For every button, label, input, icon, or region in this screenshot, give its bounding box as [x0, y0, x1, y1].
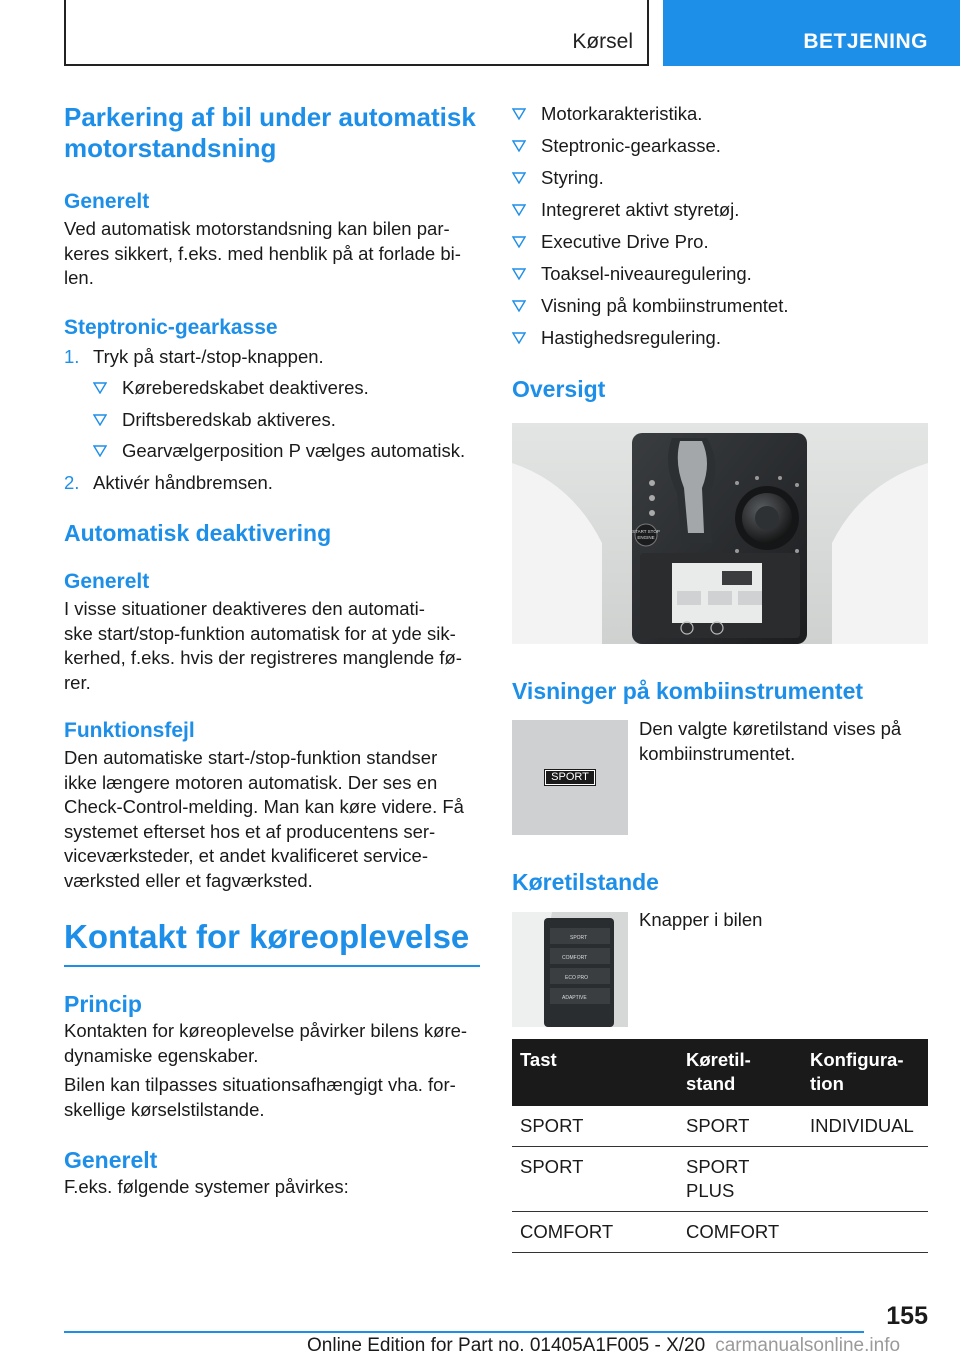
- triangle-bullet-icon: [93, 414, 107, 426]
- drive-mode-buttons-illustration: [512, 912, 628, 1027]
- triangle-bullet-icon: [93, 382, 107, 394]
- system-item: [512, 166, 928, 191]
- table-row: [512, 1212, 928, 1253]
- header-chapter-box: [663, 0, 960, 66]
- triangle-bullet-icon: [512, 140, 526, 152]
- heading-parking: Parkering af bil under automatisk motorstandsning: [64, 102, 476, 163]
- engine-label: ENGINE: [637, 535, 655, 540]
- heading-princip: Princip: [64, 991, 142, 1017]
- triangle-bullet-icon: [93, 445, 107, 457]
- center-console-illustration: [512, 423, 928, 644]
- heading-kontakt-block: [64, 917, 480, 967]
- triangle-bullet-icon: [512, 204, 526, 216]
- step1-bullet-1-text: Køreberedskabet deaktiveres.: [122, 377, 369, 398]
- footer-edition: [307, 1335, 900, 1357]
- step-1: [64, 345, 480, 370]
- system-item-text: Toaksel-niveauregulering.: [541, 263, 752, 284]
- heading-funktionsfejl: Funktionsfejl: [64, 719, 195, 742]
- display-photo: [512, 720, 628, 835]
- footer-rule: [64, 1331, 864, 1333]
- step-1-number: 1.: [64, 345, 80, 367]
- systems-list: [512, 102, 928, 351]
- text-princip-2: Bilen kan tilpasses situationsafhængigt vha. for- skellige kørselstilstande.: [64, 1074, 456, 1120]
- button-label-comfort: COMFORT: [562, 955, 588, 961]
- text-generelt-2: I visse situationer deaktiveres den automati- ske start/stop-funktion automatisk for at yde sik- kerhed, f.eks. hvis der registreres manglende fø- rer.: [64, 598, 462, 693]
- system-item: [512, 102, 928, 127]
- system-item-text: Motorkarakteristika.: [541, 103, 703, 124]
- table-header-tast: Tast: [512, 1039, 678, 1106]
- heading-generelt-2: Generelt: [64, 570, 150, 593]
- right-column: [512, 102, 928, 403]
- text-koretilstande: Knapper i bilen: [639, 909, 763, 930]
- system-item-text: Hastighedsregulering.: [541, 327, 721, 348]
- table-cell: SPORT: [512, 1147, 678, 1212]
- table-cell: SPORT: [678, 1106, 802, 1147]
- heading-kontakt: Kontakt for køreoplevelse: [64, 918, 470, 955]
- buttons-photo: [512, 912, 628, 1027]
- system-item-text: Styring.: [541, 167, 604, 188]
- table-row: [512, 1147, 928, 1212]
- button-label-sport: SPORT: [570, 935, 588, 941]
- table-cell: [802, 1147, 928, 1212]
- heading-auto-deactivation: Automatisk deaktivering: [64, 520, 332, 546]
- button-label-eco-pro: ECO PRO: [565, 975, 589, 981]
- system-item: [512, 134, 928, 159]
- heading-oversigt: Oversigt: [512, 375, 606, 402]
- page-number: 155: [886, 1302, 928, 1330]
- system-item: [512, 230, 928, 255]
- table-header-konfiguration: Konfigura- tion: [802, 1039, 928, 1106]
- footer-edition-text: Online Edition for Part no. 01405A1F005 - X/20: [307, 1335, 706, 1356]
- step-2-text: Aktivér håndbremsen.: [93, 471, 273, 493]
- triangle-bullet-icon: [512, 332, 526, 344]
- system-item-text: Steptronic-gearkasse.: [541, 135, 721, 156]
- step-2: [64, 471, 480, 496]
- step1-bullet-3-text: Gearvælgerposition P vælges automatisk.: [122, 440, 466, 461]
- system-item-text: Visning på kombiinstrumentet.: [541, 295, 789, 316]
- table-cell: SPORT: [512, 1106, 678, 1147]
- table-header-koretilstand: Køretil- stand: [678, 1039, 802, 1106]
- table-row: [512, 1106, 928, 1147]
- system-item: [512, 198, 928, 223]
- step1-bullet-3: [93, 439, 480, 464]
- heading-generelt-1: Generelt: [64, 190, 150, 213]
- button-label-adaptive: ADAPTIVE: [562, 995, 587, 1001]
- text-generelt-3: F.eks. følgende systemer påvirkes:: [64, 1176, 349, 1197]
- system-item: [512, 262, 928, 287]
- step-2-number: 2.: [64, 471, 80, 493]
- center-console-photo: [512, 423, 928, 644]
- heading-koretilstande: Køretilstande: [512, 869, 659, 895]
- step1-bullet-2: [93, 408, 480, 433]
- table-header-row: [512, 1039, 928, 1106]
- step1-bullet-2-text: Driftsberedskab aktiveres.: [122, 408, 336, 430]
- system-item: [512, 326, 928, 351]
- text-generelt-1: Ved automatisk motorstandsning kan bilen par- keres sikkert, f.eks. med henblik på at forlade bi- len.: [64, 218, 461, 288]
- triangle-bullet-icon: [512, 268, 526, 280]
- header-chapter-label: BETJENING: [803, 30, 928, 53]
- system-item-text: Executive Drive Pro.: [541, 231, 709, 252]
- sport-display-badge: [544, 769, 596, 786]
- heading-steptronic: Steptronic-gearkasse: [64, 315, 278, 339]
- heading-visninger: Visninger på kombiinstrumentet: [512, 678, 864, 704]
- text-visninger: Den valgte køretilstand vises på kombiinstrumentet.: [639, 718, 902, 764]
- header-section-box: [64, 0, 649, 66]
- header-section-label: Kørsel: [572, 30, 633, 53]
- table-cell: [802, 1212, 928, 1253]
- table-cell: COMFORT: [512, 1212, 678, 1253]
- system-item: [512, 294, 928, 319]
- step-1-text: Tryk på start-/stop-knappen.: [93, 345, 324, 367]
- drive-modes-table: [512, 1039, 928, 1253]
- text-funktionsfejl: Den automatiske start-/stop-funktion standser ikke længere motoren automatisk. Der ses en Check-Control-melding. Man kan køre videre. Få systemet efterset hos et af producentens ser- viceværksteder, et andet kvalificeret service- værksted eller et fagværksted.: [64, 747, 464, 891]
- sport-display-text: SPORT: [545, 770, 595, 785]
- triangle-bullet-icon: [512, 108, 526, 120]
- table-cell: INDIVIDUAL: [802, 1106, 928, 1147]
- triangle-bullet-icon: [512, 300, 526, 312]
- step1-bullet-1: [93, 376, 480, 401]
- text-princip-1: Kontakten for køreoplevelse påvirker bilens køre- dynamiske egenskaber.: [64, 1020, 468, 1066]
- table-cell: COMFORT: [678, 1212, 802, 1253]
- start-stop-label: START STOP: [632, 529, 660, 534]
- left-column: [64, 102, 480, 1200]
- triangle-bullet-icon: [512, 236, 526, 248]
- triangle-bullet-icon: [512, 172, 526, 184]
- table-cell: SPORT PLUS: [678, 1147, 802, 1212]
- footer-watermark: carmanualsonline.info: [715, 1335, 901, 1356]
- system-item-text: Integreret aktivt styretøj.: [541, 199, 740, 220]
- heading-generelt-3: Generelt: [64, 1147, 158, 1173]
